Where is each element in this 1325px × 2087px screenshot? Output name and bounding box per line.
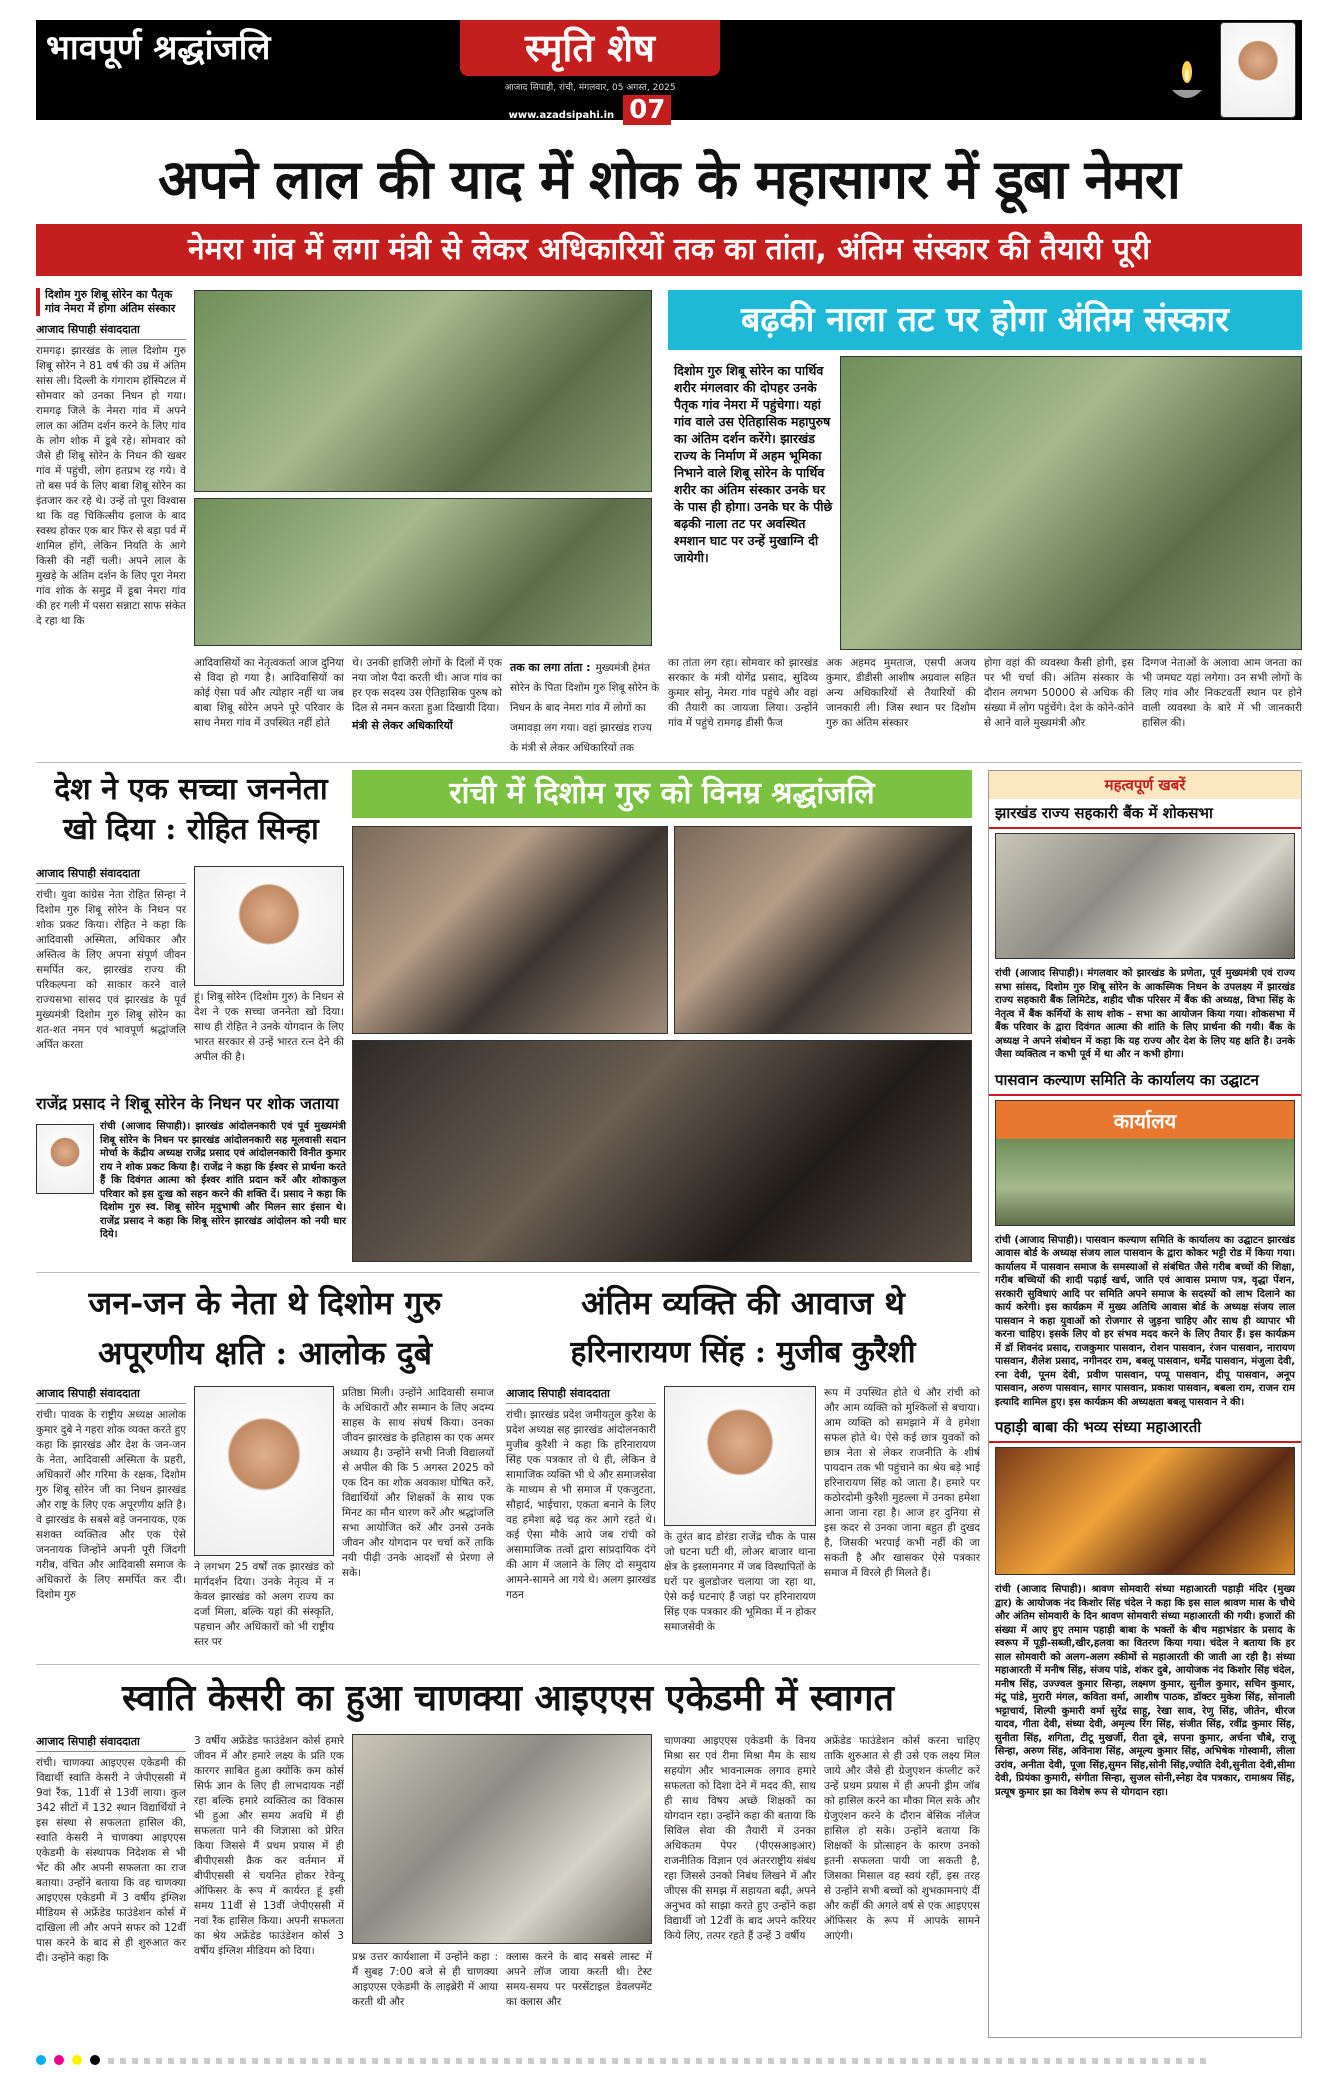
site-url[interactable]: www.azadsipahi.in [508, 110, 615, 121]
bank-text: रांची (आजाद सिपाही)। मंगलवार को झारखंड के प्रणेता, पूर्व मुख्यमंत्री एवं राज्य सभा सांसद, दिशोम गुरु शिबू सोरेन के आकस्मिक निधन के उपलक्ष्य में झारखंड राज्य सहकारी बैंक लिमिटेड, शहीद चौक परिसर में बैंक की अध्यक्ष, विभा सिंह के नेतृत्व में बैंक कर्मियों के साथ शोक - सभा का आयोजन किया गया। शोकसभा में बैंक परिवार के द्वारा दिवंगत आत्मा की शांति के लिए प्रार्थना की गयी। बैंक के अध्यक्ष ने अपने संबोधन में कहा कि यह राज्य और देश के लिए यह क्षति है। उनके जैसा व्यक्तित्व न कभी पूर्व में था और न कभी होगा। [995, 968, 1295, 1060]
section-title: स्मृति शेष [460, 20, 720, 76]
print-rule [108, 2058, 1208, 2064]
lead-headline: अपने लाल की याद में शोक के महासागर में डूबा नेमरा [158, 147, 1180, 211]
lead-col5: का तांता लग रहा। सोमवार को झारखंड सरकार के मंत्री योगेंद्र प्रसाद, सुदिव्य कुमार सोनू, नेमरा गांव पहुंचे और वहां की तैयारी का जायजा लिया। उन्होंने गांव में पहुंचे रामगढ़ डीसी फैज [668, 657, 818, 729]
lead-col4: मुख्यमंत्री हेमंत सोरेन के पिता दिशोम गुरु शिबू सोरेन के निधन के बाद नेमरा गांव में लोगों का जमावड़ा लग गया। वहां झारखंड राज्य के मंत्री से लेकर अधिकारियों तक [510, 662, 660, 754]
rajendra-headline: राजेंद्र प्रसाद ने शिबू सोरेन के निधन पर शोक जताया [36, 1094, 339, 1113]
alok-body2: ने लगभग 25 वर्षों तक झारखंड को मार्गदर्शन दिया। उनके नेतृत्व में न केवल झारखंड को अलग राज्य का दर्जा मिला, बल्कि यहां की संस्कृति, पहचान और अधिकारों को भी राष्ट्रीय स्तर पर [194, 1561, 334, 1648]
rohit-photo [194, 866, 344, 986]
paswan-photo [995, 1100, 1295, 1226]
lead-kicker: दिशोम गुरु शिबू सोरेन का पैतृक गांव नेमरा में होगा अंतिम संस्कार [36, 288, 186, 316]
mujeeb-story-head [506, 1278, 980, 1378]
masthead-brand: भावपूर्ण श्रद्धांजलि [46, 28, 271, 68]
diya-lamp-icon [1170, 60, 1204, 106]
print-registration-marks [36, 2050, 1302, 2064]
alok-photo [194, 1386, 334, 1556]
swati-body2: 3 वर्षीय अफ्रेंडेड फाउंडेशन कोर्स हमारे जीवन में और हमारे लक्ष्य के प्रति एक कारगर साबित हुआ क्योंकि कम कोर्स सिर्फ ज्ञान के लिए ही लाभदायक नहीं रहा बल्कि हमारे व्यक्तित्व का विकास भी हुआ और समय अवधि में ही सफलता पाने की जिज्ञासा को प्रेरित किया जिससे मैं प्रथम प्रयास में ही बीपीएससी क्रैक कर वर्तमान में बीपीएससी से चयनित होकर रेवेन्यू ऑफिसर के रूप में कार्यरत हूं इसी समय 11वीं से 13वीं जेपीएससी में नवां रैंक हासिल किया। अपनी सफलता का श्रेय अफ्रेंडेड फाउंडेशन कोर्स 3 वर्षीय इंग्लिश मीडियम को दिया। [194, 1735, 344, 1957]
divider [36, 762, 1302, 763]
lead-col3: थे। उनकी हाजिरी लोगों के दिलों में एक नया जोश पैदा करती थी। आज गांव का हर एक सदस्य उस ऐतिहासिक पुरुष को दिल से नमन करता हुआ दिखायी दिया। [352, 657, 502, 714]
lead-photo-village-road [194, 498, 652, 646]
swati-photo [352, 1734, 652, 1944]
rajendra-story [36, 1094, 346, 1114]
aarti-photo [995, 1447, 1295, 1575]
alok-headline-1: जन-जन के नेता थे दिशोम गुरु [88, 1284, 442, 1322]
section-header [460, 20, 720, 125]
mujeeb-headline-2: हरिनारायण सिंह : मुजीब कुरैशी [570, 1335, 916, 1370]
mujeeb-byline: आजाद सिपाही संवाददाता [506, 1386, 656, 1404]
mujeeb-body3: रूप में उपस्थित होते थे और रांची को और आम व्यक्ति को मुश्किलों से बचाया। आम व्यक्ति को समझाने में वे हमेशा सफल होते थे। ऐसे कई छात्र युवकों को छात्र नेता से लेकर राजनीति के शीर्ष पायदान तक भी पहुंचाने का श्रेय बड़े भाई हरिनारायण सिंह को जाता है। हमारे पर कठोरदोमी कुरैशी मुहल्ला में उनका हमेशा आना जाना रहा है। आज हर दुनिया से इस कदर से उनका जाना बहुत ही दुखद है, जिसकी भरपाई कभी नहीं की जा सकती है और खासकर ऐसे पत्रकार समाज में विरले ही मिलते हैं। [824, 1387, 980, 1579]
cremation-banner: बढ़की नाला तट पर होगा अंतिम संस्कार [668, 290, 1302, 350]
divider [36, 1272, 980, 1273]
lead-left-column [36, 288, 186, 629]
alok-body: रांची। पावक के राष्ट्रीय अध्यक्ष आलोक कुमार दुबे ने गहरा शोक व्यक्त करते हुए कहा कि झारखंड और देश के जन-जन के नेता, आदिवासी अस्मिता के प्रहरी, अधिकारों और गरिमा के रक्षक, दिशोम गुरु शिबू सोरेन जी का निधन झारखंड और राष्ट्र के लिए एक अपूरणीय क्षति है। वे झारखंड के सबसे बड़े जननायक, एक सशक्त व्यक्तित्व और एक ऐसे जननायक जिन्होंने अपनी पूरी जिंदगी गरीब, वंचित और आदिवासी समाज के अधिकारों के लिए समर्पित कर दी। दिशोम गुरु [36, 1409, 186, 1601]
bank-photo [995, 833, 1295, 959]
tribute-photo-gathering [674, 826, 972, 1034]
paswan-office-sign: कार्यालय [1113, 1108, 1177, 1133]
rohit-byline: आजाद सिपाही संवाददाता [36, 866, 186, 884]
aarti-title: पहाड़ी बाबा की भव्य संध्या महाआरती [989, 1413, 1301, 1443]
page-number: 07 [623, 95, 671, 125]
aarti-text: रांची (आजाद सिपाही)। श्रावण सोमवारी संध्या महाआरती पहाड़ी मंदिर (मुख्य द्वार) के आयोजक नंद किशोर सिंह चंदेल ने कहा कि इस साल श्रावण मास के चौथे और अंतिम सोमवारी के दिन श्रावण सोमवारी संध्या महाआरती की गयी। हजारों की संख्या में आए हुए तमाम पहाड़ी बाबा के भक्तों के बीच महाभंडार के प्रसाद के स्वरूप में पूड़ी-सब्जी,खीर,हलवा का वितरण किया गया। चंदेल ने बताया कि हर साल सोमवारी को अलग-अलग स्कीमों से महाआरती की जाती आ रही है। संध्या महाआरती में मनीष सिंह, संजय पांडे, शंकर दुबे, आयोजक नंद किशोर सिंह चंदेल, मनीष सिंह, उज्ज्वल कुमार सिन्हा, लक्ष्मण कुमार, सुनील कुमार, सचिन कुमार, मंटू पांडे, मुरारी मंगल, कविता वर्मा, आशीष पाठक, डॉक्टर मुकेश सिंह, सोनाली भट्टाचार्य, शिल्पी कुमारी वर्मा सुरेंद्र साहू, रेखा साव, रेणु सिंह, जीतेन, धीरज यादव, गीता देवी, संध्या देवी, अमृल्य रिंग सिंह, संजीत सिंह, रवींद्र कुमार सिंह, सुनीता सिंह, शगिता, टीटू मुखर्जी, रीता दूबे, सपना कुमार, अर्चना चौबे, राजू सिन्हा, अरुण सिंह, अविनाश सिंह, अमूल्य कुमार सिंह, अभिषेक गोस्वामी, लीला उरांव, अनीता देवी, पूजा सिंह,सुमन सिंह,सोनी सिंह,ज्योति देवी,सुनीता देवी,सीमा देवी, प्रियंका कुमारी, संगीता सिन्हा, सुजल सोनी,स्नेहा देव पत्रकार, रामाश्रय सिंह, प्रत्यूष कुमार झा का विशेष रूप से योगदान रहा। [995, 1584, 1295, 1798]
alok-story-head [36, 1278, 494, 1378]
swati-body5: चाणक्या आइएएस एकेडमी के विनय मिश्रा सर एवं रीमा मिश्रा मैम के साथ सहयोग और भावनात्मक लगाव हमारे सफलता को दिशा देने में मदद की, साथ ही साथ विषय अच्छे शिक्षकों का योगदान रहा। उन्होंने कहा की बताया कि सिविल सेवा की तैयारी में उनका अधिकतम पेपर (पीएसआइआर) राजनीतिक विज्ञान एवं अंतरराष्ट्रीय संबंध रहा जिससे उनको निबंध लिखने में और जीएस की समझ में सहायता बढ़ी, अपने अनुभव को साझा करते हुए उन्होंने कहा विद्यार्थी जो 12वीं के बाद अपने करियर किये लिए, तत्पर रहते हैं उन्हें 3 वर्षीय [664, 1735, 816, 1942]
swati-byline: आजाद सिपाही संवाददाता [36, 1734, 186, 1752]
yellow-dot-icon [72, 2055, 82, 2065]
magenta-dot-icon [54, 2055, 64, 2065]
swati-body3: प्रश्न उत्तर कार्यशाला में उन्होंने कहा : मैं सुबह 7:00 बजे से ही चाणक्या आइएएस एकेडमी के लाइब्रेरी में आया करती थी और [352, 1951, 498, 2008]
rohit-headline-2: खो दिया : रोहित सिन्हा [63, 812, 319, 847]
lead-col2: आदिवासियों का नेतृत्वकर्ता आज दुनिया से विदा हो गया है। आदिवासियों का कोई ऐसा पर्व और त्योहार नहीं था जब बाबा शिबू सोरेन अपने पूरे परिवार के साथ नेमरा गांव में उपस्थित नहीं होते [194, 657, 344, 729]
lead-col3-subhead: मंत्री से लेकर अधिकारियों [352, 719, 453, 732]
cyan-dot-icon [36, 2055, 46, 2065]
lead-col7: होगा वहां की व्यवस्था कैसी होगी, इस पर भी चर्चा की। अंतिम संस्कार के दौरान लगभग 50000 से अधिक की संख्या में लोग पहुंचेंगे। देश के कोने-कोने से आने वाले मुख्यमंत्री और [984, 657, 1134, 729]
lead-col6: अक अहमद मुमताज, एसपी अजय कुमार, डीडीसी आशीष अग्रवाल सहित अन्य अधिकारियों से तैयारियों की जानकारी ली। जिस स्थान पर दिशोम गुरु का अंतिम संस्कार [826, 657, 976, 729]
rohit-headline-1: देश ने एक सच्चा जननेता [54, 772, 328, 807]
lead-byline: आजाद सिपाही संवाददाता [36, 322, 186, 340]
alok-body3: प्रतिष्ठा मिली। उन्होंने आदिवासी समाज के अधिकारों और सम्मान के लिए अदम्य साहस के साथ संघर्ष किया। उनका जीवन झारखंड के इतिहास का एक अमर अध्याय है। उन्होंने सभी निजी विद्यालयों से अपील की कि 5 अगस्त 2025 को एक दिन का शोक अवकाश घोषित करें, विद्यार्थियों और शिक्षकों के साथ एक मिनट का मौन धारण करें और श्रद्धांजलि सभा आयोजित करें और उनसे उनके जीवन और योगदान पर चर्चा करें ताकि नयी पीढ़ी उनके आदर्शों से प्रेरणा ले सके। [342, 1387, 494, 1579]
mujeeb-headline-1: अंतिम व्यक्ति की आवाज थे [581, 1284, 905, 1322]
alok-headline-2: अपूरणीय क्षति : आलोक दुबे [97, 1334, 433, 1372]
swati-headline: स्वाति केसरी का हुआ चाणक्या आइएएस एकेडमी में स्वागत [122, 1677, 894, 1719]
lead-col4-wrap [510, 656, 660, 756]
alok-col1 [36, 1386, 186, 1603]
swati-body6: अफ्रेंडेड फाउंडेशन कोर्स करना चाहिए ताकि शुरुआत से ही उसे एक लक्ष्य मिल जाये और जैसे ही ग्रेजुएशन कंप्लीट करें उन्हें प्रथम प्रयास में ही अपनी ड्रीम जॉब को हासिल करने का मौका मिल सके और ग्रेजुएशन करने के दौरान बेसिक नॉलेज हासिल हो सके। उन्होंने बताया कि शिक्षकों के प्रोत्साहन के कारण उनको इतनी सफलता पायी जा सकती है, जिसका मिसाल वह स्वयं रहीं, इस तरह से उन्होंने सभी बच्चों को शुभकामनाएं दीं और कहीं की अगले वर्ष से एक आइएएस ऑफिसर के रूप में आपके सामने आएंगी। [824, 1735, 980, 1942]
cremation-text: दिशोम गुरु शिबू सोरेन का पार्थिव शरीर मंगलवार की दोपहर उनके पैतृक गांव नेमरा में पहुंचेगा। यहां गांव वाले उस ऐतिहासिक महापुरुष का अंतिम दर्शन करेंगे। झारखंड राज्य के निर्माण में अहम भूमिका निभाने वाले शिबू सोरेन के पार्थिव शरीर का अंतिम संस्कार उनके घर के पास ही होगा। उनके घर के पीछे बढ़की नाला तट पर अवस्थित श्मशान घाट पर उन्हें मुखाग्नि दी जायेगी। [674, 363, 833, 565]
sidebar [988, 770, 1302, 2038]
ranchi-tribute-banner: रांची में दिशोम गुरु को विनम्र श्रद्धांजलि [352, 770, 972, 818]
lead-photo-ministers [194, 290, 652, 492]
sidebar-head: महत्वपूर्ण खबरें [989, 771, 1301, 799]
rohit-body: रांची। युवा कांग्रेस नेता रोहित सिन्हा ने दिशोम गुरु शिबू सोरेन के निधन पर शोक प्रकट किया। रोहित ने कहा कि आदिवासी अस्मिता, अधिकार और अस्तित्व के लिए अपना संपूर्ण जीवन समर्पित कर, झारखंड राज्य की परिकल्पना को साकार करने वाले राज्यसभा सांसद एवं झारखंड के पूर्व मुख्यमंत्री दिशोम गुरु शिबू सोरेन का शत-शत नमन एवं भावपूर्ण श्रद्धांजलि अर्पित करता [36, 889, 186, 1051]
cremation-site-photo [840, 356, 1302, 650]
rohit-story [36, 770, 346, 850]
swati-body4: क्लास करने के बाद सबसे लास्ट में अपने लॉज जाया करती थी। टेस्ट समय-समय पर परसेंटाइल डेवलपमेंट का क्लास और [506, 1951, 652, 2008]
issue-meta: आजाद सिपाही, रांची, मंगलवार, 05 अगस्त, 2025 [504, 83, 676, 93]
lead-body: रामगढ़। झारखंड के लाल दिशोम गुरु शिबू सोरेन ने 81 वर्ष की उम्र में अंतिम सांस ली। दिल्ली के गंगाराम हॉस्पिटल में सोमवार को उनका निधन हो गया। रामगढ़ जिले के नेमरा गांव में अपने लाल का अंतिम दर्शन करने के लिए गांव के लोग शोक में डूबे रहे। सोमवार को जैसे ही शिबू सोरेन के निधन की खबर गांव में पहुंची, लोग हतप्रभ रह गये। वे तो बस पर्व के लिए बाबा शिबू सोरेन का इंतजार कर रहे थे। उन्हें तो पूरा विश्वास था कि वह चिकित्सीय इलाज के बाद स्वस्थ होकर एक बार फिर से बड़ा पर्व में शामिल होंगे, लेकिन नियति के आगे किसी की नहीं चली। अपने लाल के मुखड़े के अंतिम दर्शन के लिए पूरा नेमरा गांव शोक के समुद्र में डूबा नेमरा गांव की हर गली में पसरा सन्नाटा साफ संकेत दे रहा था कि [36, 345, 186, 627]
rohit-col1 [36, 866, 186, 1053]
paswan-text: रांची (आजाद सिपाही)। पासवान कल्याण समिति के कार्यालय का उद्घाटन झारखंड आवास बोर्ड के अध्यक्ष संजय लाल पासवान के द्वारा कोकर भट्टी रोड में किया गया। कार्यालय में पासवान समाज के समस्याओं से संबंधित जैसे गरीब बच्चों की शिक्षा, गरीब बच्चियों की शादी पढ़ाई खर्च, जाति एवं आवास प्रमाण पत्र, वृद्धा पेंशन, सरकारी सुविधाएं आदि पर समिति अपने समाज के सदस्यों को लाभ दिलाने का कार्य करेगी। इस कार्यक्रम में मुख्य अतिथि आवास बोर्ड के अध्यक्ष संजय लाल पासवान ने कहा युवाओं को रोजगार से जुड़ना चाहिए और साथ ही व्यापार भी करना चाहिए। इसके लिए वो हर संभव मदद करने के लिए तैयार हैं। इस कार्यक्रम में डॉ शिवनंद प्रसाद, राजकुमार पासवान, रोशन पासवान, रंजन पासवान, नारायण पासवान, शैलेश प्रसाद, नगीनदर राम, बबलू पासवान, धर्मेंद्र पासवान, मंजुला देवी, रना देवी, पूनम देवी, प्रवीण पासवान, पप्पू पासवान, दीपू पासवान, अनूप पासवान, अरुण पासवान, सागर पासवान, प्रकाश पासवान, बबला राम, राजन राम इत्यादि शामिल हुए। इस कार्यक्रम की अध्यक्षता बबलू पासवान ने की। [995, 1234, 1295, 1408]
mujeeb-body2: के तुरंत बाद डोरंडा राजेंद्र चौक के पास जो घटना घटी थी, लोअर बाजार थाना क्षेत्र के इस्लामनगर में जब विस्थापितों के घरों पर बुलडोजर चलाया जा रहा था, ऐसे कई घटनाएं हैं जहां पर हरिनारायण सिंह एक पत्रकार की भूमिका में न होकर समाजसेवी के [664, 1531, 816, 1633]
mujeeb-body: रांची। झारखंड प्रदेश जमीयतुल कुरैश के प्रदेश अध्यक्ष सह झारखंड आंदोलनकारी मुजीब कुरैशी ने कहा कि हरिनारायण सिंह एक पत्रकार तो थे ही, लेकिन वे सामाजिक व्यक्ति भी थे और समाजसेवा के माध्यम से भी समाज में एकजुटता, सौहार्द, भाईचारा, एकता बनाने के लिए वह हमेशा बढ़े चढ़ कर आगे रहते थे। कई ऐसा मौके आये जब रांची को असामाजिक तत्वों द्वारा सांप्रदायिक दंगे की आग में जलाने के लिए दो समुदाय आमने-सामने आ गये थे। अलग झारखंड गठन [506, 1409, 656, 1601]
bank-title: झारखंड राज्य सहकारी बैंक में शोकसभा [989, 799, 1301, 829]
rajendra-photo [36, 1124, 94, 1194]
swati-body: रांची। चाणक्या आइएएस एकेडमी की विद्यार्थी स्वाति केसरी ने जेपीएससी में 9वां रैंक, 11वीं से 13वीं लाया। कुल 342 सीटों में 132 स्थान विद्यार्थियों ने इस संस्था से सफलता हासिल की, स्वाति केसरी ने चाणक्या आइएएस एकेडमी के संस्थापक निदेशक से भी भेंट की और अपनी सफलता का राज बताया। उन्होंने बताया कि वह चाणक्या आइएएस एकेडमी में 3 वर्षीय इंग्लिश मीडियम से अफ्रेंडेड फाउंडेशन कोर्स में दाखिला ली और अपने सफर को 12वीं पास करने के बाद से ही शुरुआत कर दी। उन्होंने कहा कि [36, 1757, 186, 1964]
rohit-body2: हूं। शिबू सोरेन (दिशोम गुरु) के निधन से देश ने एक सच्चा जननेता खो दिया। साथ ही रोहित ने उनके योगदान के लिए भारत सरकार से उन्हें भारत रत्न देने की अपील की है। [194, 991, 344, 1063]
alok-byline: आजाद सिपाही संवाददाता [36, 1386, 186, 1404]
tribute-photo-crowd [352, 1040, 972, 1262]
divider [36, 1664, 980, 1665]
mujeeb-photo [664, 1386, 816, 1526]
mujeeb-col1 [506, 1386, 656, 1603]
black-dot-icon [90, 2055, 100, 2065]
lead-col3-wrap [352, 656, 502, 733]
paswan-title: पासवान कल्याण समिति के कार्यालय का उद्घाटन [989, 1066, 1301, 1096]
lead-col8: दिग्गज नेताओं के अलावा आम जनता का भी जमघट यहां लगेगा। उन सभी लोगों के लिए गांव और निकटवर्ती स्थान पर होने वाली व्यवस्था के बारे में भी जानकारी हासिल की। [1142, 657, 1302, 729]
lead-subheadline: नेमरा गांव में लगा मंत्री से लेकर अधिकारियों तक का तांता, अंतिम संस्कार की तैयारी पूरी [36, 224, 1302, 276]
tribute-portrait [1220, 22, 1296, 118]
lead-col4-lead: तक का लगा तांता : [510, 661, 591, 674]
swati-col1 [36, 1734, 186, 1966]
tribute-photo-hug [352, 826, 668, 1034]
rajendra-body: रांची (आजाद सिपाही)। झारखंड आंदोलनकारी एवं पूर्व मुख्यमंत्री शिबू सोरेन के निधन पर झारखंड आंदोलनकारी सह मूलवासी सदान मोर्चा के केंद्रीय अध्यक्ष राजेंद्र प्रसाद एवं आंदोलनकारी विनीत कुमार राय ने शोक प्रकट किया है। राजेंद्र ने कहा कि ईश्वर से प्रार्थना करते हैं कि दिवंगत आत्मा को ईश्वर शांति प्रदान करें और शोकाकुल परिवार को इस दुःख को सहन करने की शक्ति दें। प्रसाद ने कहा कि दिशोम गुरु स्व. शिबू सोरेन मृदुभाषी और मिलन सार इंसान थे। राजेंद्र प्रसाद ने कहा कि शिबू सोरेन झारखंड आंदोलन को नयी धार दिये। [100, 1121, 346, 1240]
